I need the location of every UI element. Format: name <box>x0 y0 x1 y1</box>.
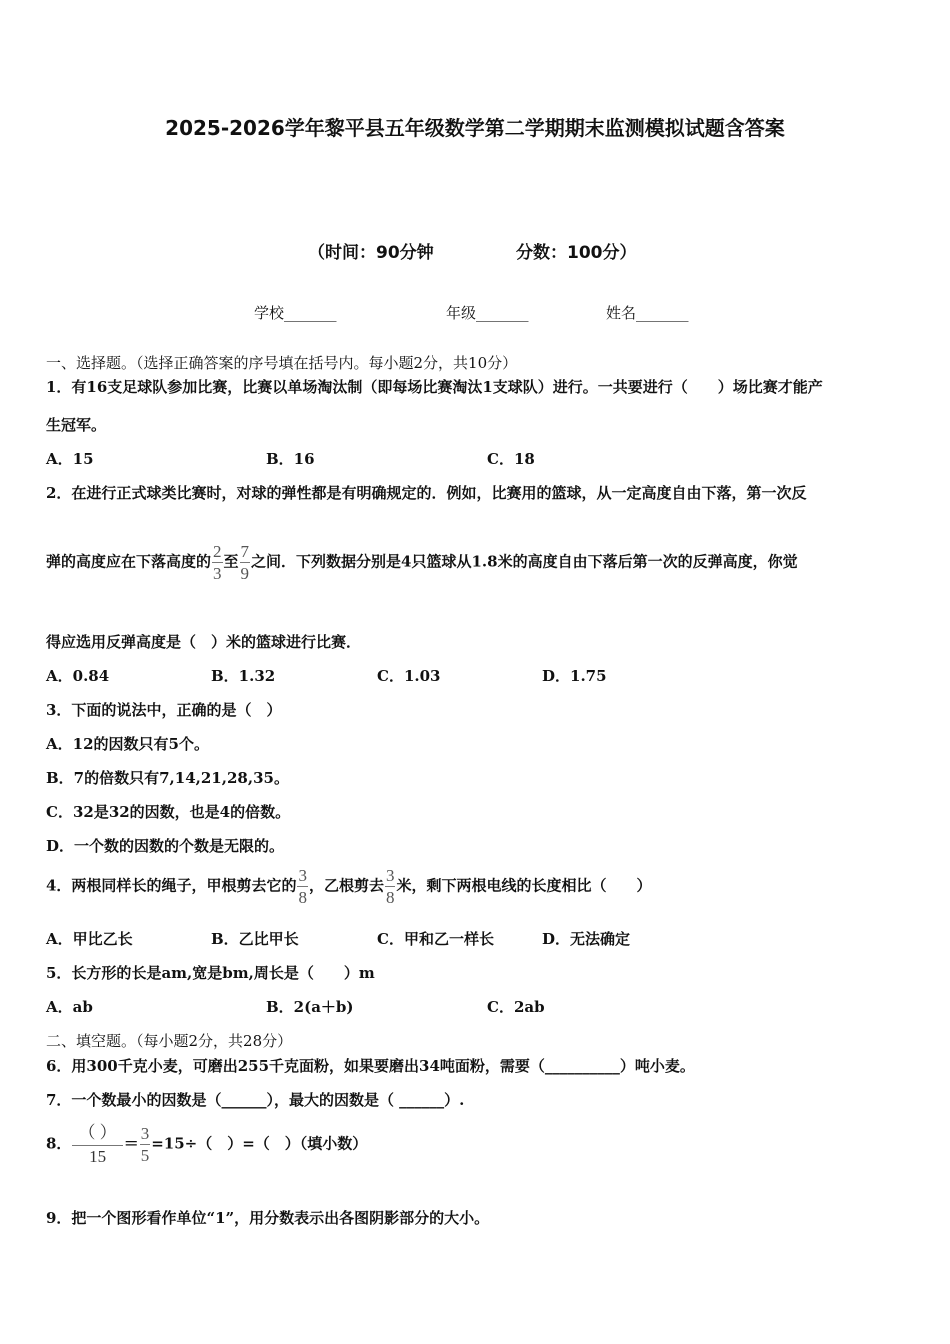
q1-stem-cont: 生冠军。 <box>46 416 107 434</box>
q2-fraction-1 <box>212 543 223 582</box>
section-heading-choice: 一、选择题。（选择正确答案的序号填在括号内。每小题2分，共10分） <box>46 354 518 372</box>
q9-stem: 9．把一个图形看作单位“1”，用分数表示出各图阴影部分的大小。 <box>46 1209 490 1227</box>
q5-option-b: B．2(a＋b) <box>266 998 354 1016</box>
fraction-numerator: 7 <box>240 542 250 561</box>
score-label: 分数：100分） <box>516 243 637 263</box>
q4-stem <box>46 867 651 906</box>
q4-text-mid: ，乙根剪去 <box>308 876 384 895</box>
q3-option-a: A．12的因数只有5个。 <box>46 735 209 753</box>
fraction-numerator: 2 <box>213 542 222 561</box>
fraction-numerator: （ ） <box>72 1124 122 1146</box>
q7-stem: 7．一个数最小的因数是（______），最大的因数是（ ______）. <box>46 1091 465 1109</box>
q4-option-d: D．无法确定 <box>542 930 631 948</box>
q2-fraction-2 <box>240 543 251 582</box>
q4-text-post: 米，剩下两根电线的长度相比（ ） <box>396 876 652 895</box>
q6-stem: 6．用300千克小麦，可磨出255千克面粉，如果要磨出34吨面粉，需要（__________）吨小麦。 <box>46 1057 695 1075</box>
q2-option-c: C．1.03 <box>377 667 441 685</box>
q8-number: 8． <box>46 1134 72 1153</box>
q5-option-a: A．ab <box>46 998 93 1016</box>
q2-text-mid: 至 <box>223 552 239 571</box>
q3-option-b: B．7的倍数只有7,14,21,28,35。 <box>46 769 289 787</box>
q5-stem: 5．长方形的长是am,宽是bm,周长是（ ）m <box>46 964 375 982</box>
fraction-numerator: 3 <box>385 866 395 885</box>
q4-fraction-2 <box>385 867 396 906</box>
q1-stem: 1．有16支足球队参加比赛，比赛以单场淘汰制（即每场比赛淘汰1支球队）进行。一共要进行（ ）场比赛才能产 <box>46 378 823 396</box>
grade-field: 年级_______ <box>446 304 529 322</box>
q8-fraction-2 <box>140 1125 151 1164</box>
q8-text-post: =15÷（ ）=（ ）（填小数） <box>151 1134 368 1153</box>
q2-text-pre: 弹的高度应在下落高度的 <box>46 552 212 571</box>
q2-stem-line2 <box>46 543 798 582</box>
q3-stem: 3．下面的说法中，正确的是（ ） <box>46 701 282 719</box>
q2-option-d: D．1.75 <box>542 667 607 685</box>
fraction-denominator: 8 <box>298 888 307 907</box>
q3-option-c: C．32是32的因数，也是4的倍数。 <box>46 803 291 821</box>
q8-equals: ＝ <box>123 1134 139 1153</box>
q2-text-post: 之间．下列数据分别是4只篮球从1.8米的高度自由下落后第一次的反弹高度，你觉 <box>251 552 798 571</box>
fraction-denominator: 9 <box>240 564 250 583</box>
q4-option-b: B．乙比甲长 <box>211 930 299 948</box>
school-field: 学校_______ <box>254 304 337 322</box>
q4-option-a: A．甲比乙长 <box>46 930 133 948</box>
q2-stem-line3: 得应选用反弹高度是（ ）米的篮球进行比赛． <box>46 633 362 651</box>
q2-option-a: A．0.84 <box>46 667 110 685</box>
fraction-denominator: 3 <box>213 564 222 583</box>
q1-option-b: B．16 <box>266 450 315 468</box>
q4-option-c: C．甲和乙一样长 <box>377 930 494 948</box>
section-heading-fill: 二、填空题。（每小题2分，共28分） <box>46 1032 293 1050</box>
q1-option-a: A．15 <box>46 450 94 468</box>
fraction-numerator: 3 <box>298 866 307 885</box>
fraction-denominator: 5 <box>140 1146 150 1165</box>
fraction-denominator: 15 <box>89 1147 107 1166</box>
q2-stem: 2．在进行正式球类比赛时，对球的弹性都是有明确规定的．例如，比赛用的篮球，从一定高度自由下落，第一次反 <box>46 484 807 502</box>
q1-option-c: C．18 <box>487 450 535 468</box>
fraction-denominator: 8 <box>385 888 395 907</box>
name-field: 姓名_______ <box>606 304 689 322</box>
q3-option-d: D．一个数的因数的个数是无限的。 <box>46 837 285 855</box>
q5-option-c: C．2ab <box>487 998 545 1016</box>
q4-text-pre: 4．两根同样长的绳子，甲根剪去它的 <box>46 876 297 895</box>
q4-fraction-1 <box>297 867 308 906</box>
q2-option-b: B．1.32 <box>211 667 276 685</box>
page-title: 2025-2026学年黎平县五年级数学第二学期期末监测模拟试题含答案 <box>165 116 785 140</box>
time-label: （时间：90分钟 <box>308 243 434 263</box>
q8-stem <box>46 1124 367 1165</box>
q8-fraction-1 <box>72 1124 122 1165</box>
fraction-numerator: 3 <box>140 1124 150 1143</box>
